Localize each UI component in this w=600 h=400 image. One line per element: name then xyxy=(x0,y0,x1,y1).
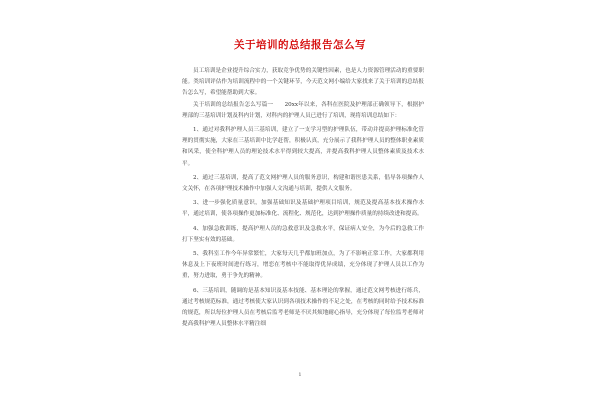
document-title: 关于培训的总结报告怎么写 xyxy=(234,39,366,51)
paragraph-item-3: 3、进一步强化质量意识，加强基础知识及基础护理项目培训，规范及提高基本技术操作水平，通过培训，使各项操作更加标准化、流程化、规范化，达到护理操作质量的持续改进和提高。 xyxy=(182,200,424,218)
paragraph-item-4: 4、加强急救训练，提高护理人员的急救意识及急救水平，保证病人安全，为今后的急救工作打下坚实有效的基础。 xyxy=(182,225,424,243)
paragraph-section-one: 关于培训的总结报告怎么写篇一 20xx年以来，各科在医院及护理部正确领导下，根据护理部的三基培训计划及科内计划，对科内的护理人员已进行了培训，现将培训总结如下： xyxy=(182,101,424,119)
page-number: 1 xyxy=(298,372,302,378)
paragraph-item-1: 1、通过对我科护理人员三基培训，建立了一支学习型的护理队伍，带动并提高护理标准化管理的贯彻实施，大家在三基培训中比学赶帮，积极认真，充分展示了我科护理人员的整体职业素质和风采，使全科护理人员的理论技术水平得到较大提高，并提高我科护理人员整体素质及技术水平。 xyxy=(182,127,424,167)
paragraph-item-6: 6、三基培训，随调的是基本知识及基本技能、基本理论的掌握，通过范文网考核进行练兵，通过考核规范标准，通过考核使大家认识到各项技术操作的不足之处，在考核的同时给予技术标准的规范，所以每位护理人员在考核后监考老师是不厌其烦地耐心指导，充分体现了每位监考老师对提高我科护理人员整体水平精注细 xyxy=(182,287,424,328)
paragraph-item-2: 2、通过三基培训，提高了范文网护理人员的服务意识，构建和谐医患关系，倡导各项操作人文关怀，在各项护理技术操作中加强人文沟通与培训，提供人文服务。 xyxy=(182,174,424,193)
paragraph-item-5: 5、我科室工作今年异常繁忙，大家每天几乎都加班加点，为了不影响正常工作，大家都利用休息及上下夜班时间进行练习，增恋在考核中不能取得优异成绩，充分体现了护理人员以工作为重，努力进取，勇于争先的精神。 xyxy=(182,251,424,280)
document-body xyxy=(182,66,424,330)
paragraph-intro: 员工培训是企业提升综合实力，获取竞争优势的关键性因素，也是人力资源管理活动的重要职能。类培训评估作为培训流程中的一个关键环节，今天范文网小编给大家找来了关于培训的总结报告怎么写，希望能帮助到大家。 xyxy=(182,68,424,97)
